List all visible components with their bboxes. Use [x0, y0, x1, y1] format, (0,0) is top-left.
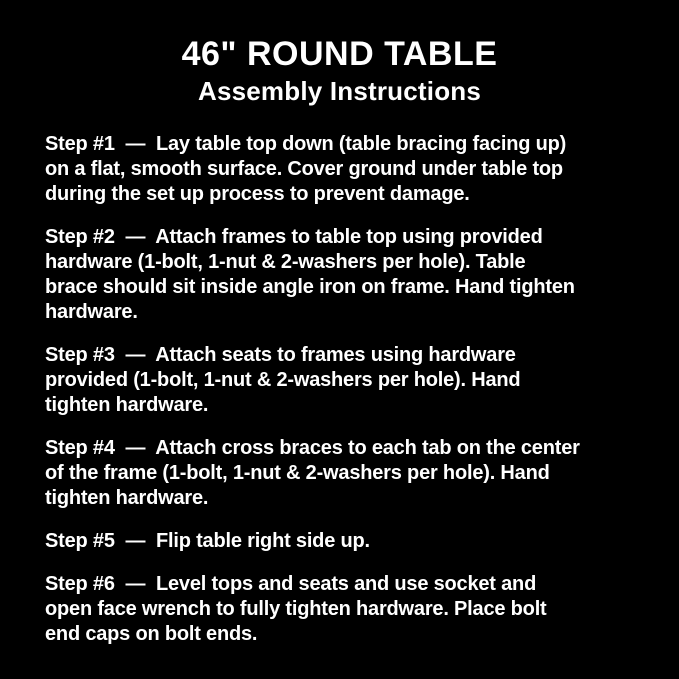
step-4-line-3: tighten hardware. — [45, 487, 209, 509]
step-2-line-1: Step #2 — Attach frames to table top using provided — [45, 226, 543, 248]
step-5-line-1: Step #5 — Flip table right side up. — [45, 530, 370, 552]
step-2-line-4: hardware. — [45, 301, 138, 323]
step-1-paragraph — [45, 132, 659, 207]
page-title: 46" ROUND TABLE — [181, 35, 498, 73]
step-4-line-2: of the frame (1-bolt, 1-nut & 2-washers per hole). Hand — [45, 462, 550, 484]
step-5-paragraph — [45, 529, 659, 554]
step-6-line-2: open face wrench to fully tighten hardware. Place bolt — [45, 598, 547, 620]
step-3-line-2: provided (1-bolt, 1-nut & 2-washers per hole). Hand — [45, 369, 521, 391]
step-2-paragraph — [45, 225, 659, 325]
step-6-line-1: Step #6 — Level tops and seats and use socket and — [45, 573, 537, 595]
step-4-line-1: Step #4 — Attach cross braces to each tab on the center — [45, 437, 580, 459]
step-3-line-3: tighten hardware. — [45, 394, 209, 416]
step-3-paragraph — [45, 343, 659, 418]
page-subtitle: Assembly Instructions — [197, 76, 482, 106]
step-4-paragraph — [45, 436, 659, 511]
step-2-line-3: brace should sit inside angle iron on frame. Hand tighten — [45, 276, 575, 298]
steps-list — [0, 132, 679, 647]
step-1-line-1: Step #1 — Lay table top down (table bracing facing up) — [45, 133, 567, 155]
step-6-line-3: end caps on bolt ends. — [45, 623, 258, 645]
step-2-line-2: hardware (1-bolt, 1-nut & 2-washers per hole). Table — [45, 251, 526, 273]
step-1-line-3: during the set up process to prevent damage. — [45, 183, 470, 205]
step-3-line-1: Step #3 — Attach seats to frames using hardware — [45, 344, 516, 366]
step-6-paragraph — [45, 572, 659, 647]
step-1-line-2: on a flat, smooth surface. Cover ground under table top — [45, 158, 563, 180]
